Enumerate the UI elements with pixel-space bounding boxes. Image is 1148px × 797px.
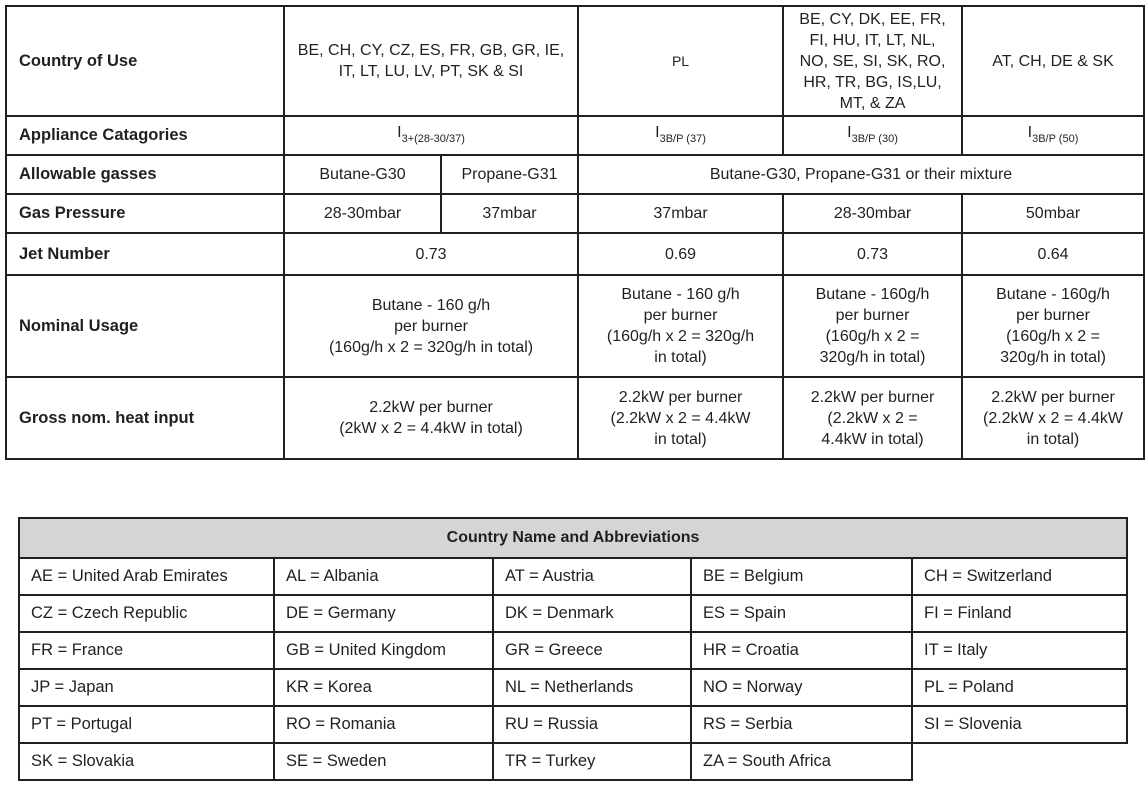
heat-1: 2.2kW per burner (2kW x 2 = 4.4kW in total) xyxy=(284,377,578,459)
appliance-cat-2: $I_{3B/P (37)}$ xyxy=(578,116,783,155)
abbr-row xyxy=(19,558,1127,595)
usage-4: Butane - 160g/h per burner (160g/h x 2 = 320g/h in total) xyxy=(962,275,1144,377)
country-row xyxy=(6,6,1144,116)
jet-4: 0.64 xyxy=(962,233,1144,275)
abbr-cell: SE = Sweden xyxy=(274,743,493,780)
abbr-cell: RU = Russia xyxy=(493,706,691,743)
abbr-cell: SI = Slovenia xyxy=(912,706,1127,743)
abbr-cell: AE = United Arab Emirates xyxy=(19,558,274,595)
abbr-row xyxy=(19,706,1127,743)
abbr-cell: NL = Netherlands xyxy=(493,669,691,706)
abbr-row xyxy=(19,632,1127,669)
usage-1: Butane - 160 g/h per burner (160g/h x 2 = 320g/h in total) xyxy=(284,275,578,377)
heat-row xyxy=(6,377,1144,459)
gas-butane: Butane-G30 xyxy=(284,155,441,194)
abbr-cell: TR = Turkey xyxy=(493,743,691,780)
abbr-cell: JP = Japan xyxy=(19,669,274,706)
abbr-cell: PL = Poland xyxy=(912,669,1127,706)
pressure-4: 28-30mbar xyxy=(783,194,962,233)
abbr-cell: DE = Germany xyxy=(274,595,493,632)
allowable-gasses-label: Allowable gasses xyxy=(6,155,284,194)
appliance-categories-label: Appliance Catagories xyxy=(6,116,284,155)
abbr-cell: IT = Italy xyxy=(912,632,1127,669)
abbr-cell: SK = Slovakia xyxy=(19,743,274,780)
abbr-cell: KR = Korea xyxy=(274,669,493,706)
abbr-cell: GB = United Kingdom xyxy=(274,632,493,669)
abbr-cell: FI = Finland xyxy=(912,595,1127,632)
country-of-use-label: Country of Use xyxy=(6,6,284,116)
abbr-cell: ZA = South Africa xyxy=(691,743,912,780)
country-group-2: PL xyxy=(578,6,783,116)
abbr-row xyxy=(19,743,1127,780)
heat-3: 2.2kW per burner (2.2kW x 2 = 4.4kW in total) xyxy=(783,377,962,459)
pressure-row xyxy=(6,194,1144,233)
abbr-cell: RO = Romania xyxy=(274,706,493,743)
gas-mixture: Butane-G30, Propane-G31 or their mixture xyxy=(578,155,1144,194)
abbr-cell: DK = Denmark xyxy=(493,595,691,632)
abbr-cell: AT = Austria xyxy=(493,558,691,595)
nominal-usage-label: Nominal Usage xyxy=(6,275,284,377)
country-group-3: BE, CY, DK, EE, FR, FI, HU, IT, LT, NL, NO, SE, SI, SK, RO, HR, TR, BG, IS,LU, MT, & ZA xyxy=(783,6,962,116)
gas-pressure-label: Gas Pressure xyxy=(6,194,284,233)
gross-heat-input-label: Gross nom. heat input xyxy=(6,377,284,459)
abbr-cell: ES = Spain xyxy=(691,595,912,632)
gas-row xyxy=(6,155,1144,194)
appliance-cat-4: $I_{3B/P (50)}$ xyxy=(962,116,1144,155)
jet-number-label: Jet Number xyxy=(6,233,284,275)
usage-3: Butane - 160g/h per burner (160g/h x 2 = 320g/h in total) xyxy=(783,275,962,377)
appliance-cat-1: $I_{3+(28-30/37)}$ xyxy=(284,116,578,155)
gas-spec-table xyxy=(5,5,1145,460)
jet-1: 0.73 xyxy=(284,233,578,275)
pressure-2: 37mbar xyxy=(441,194,578,233)
abbr-cell: FR = France xyxy=(19,632,274,669)
usage-2: Butane - 160 g/h per burner (160g/h x 2 = 320g/h in total) xyxy=(578,275,783,377)
abbr-cell: GR = Greece xyxy=(493,632,691,669)
country-group-4: AT, CH, DE & SK xyxy=(962,6,1144,116)
abbr-cell: HR = Croatia xyxy=(691,632,912,669)
abbr-cell: AL = Albania xyxy=(274,558,493,595)
appliance-row xyxy=(6,116,1144,155)
usage-row xyxy=(6,275,1144,377)
abbr-cell: PT = Portugal xyxy=(19,706,274,743)
jet-row xyxy=(6,233,1144,275)
abbr-cell: BE = Belgium xyxy=(691,558,912,595)
abbr-cell: RS = Serbia xyxy=(691,706,912,743)
country-group-1: BE, CH, CY, CZ, ES, FR, GB, GR, IE, IT, LT, LU, LV, PT, SK & SI xyxy=(284,6,578,116)
abbr-empty-cell xyxy=(912,743,1127,780)
abbr-table-title: Country Name and Abbreviations xyxy=(19,518,1127,558)
abbr-cell: CH = Switzerland xyxy=(912,558,1127,595)
pressure-3: 37mbar xyxy=(578,194,783,233)
jet-2: 0.69 xyxy=(578,233,783,275)
abbr-row xyxy=(19,669,1127,706)
heat-2: 2.2kW per burner (2.2kW x 2 = 4.4kW in total) xyxy=(578,377,783,459)
country-abbreviations-table xyxy=(18,517,1128,781)
abbr-row xyxy=(19,595,1127,632)
pressure-5: 50mbar xyxy=(962,194,1144,233)
abbr-title-row xyxy=(19,518,1127,558)
appliance-cat-3: $I_{3B/P (30)}$ xyxy=(783,116,962,155)
gas-propane: Propane-G31 xyxy=(441,155,578,194)
heat-4: 2.2kW per burner (2.2kW x 2 = 4.4kW in total) xyxy=(962,377,1144,459)
abbr-cell: NO = Norway xyxy=(691,669,912,706)
jet-3: 0.73 xyxy=(783,233,962,275)
abbr-cell: CZ = Czech Republic xyxy=(19,595,274,632)
pressure-1: 28-30mbar xyxy=(284,194,441,233)
